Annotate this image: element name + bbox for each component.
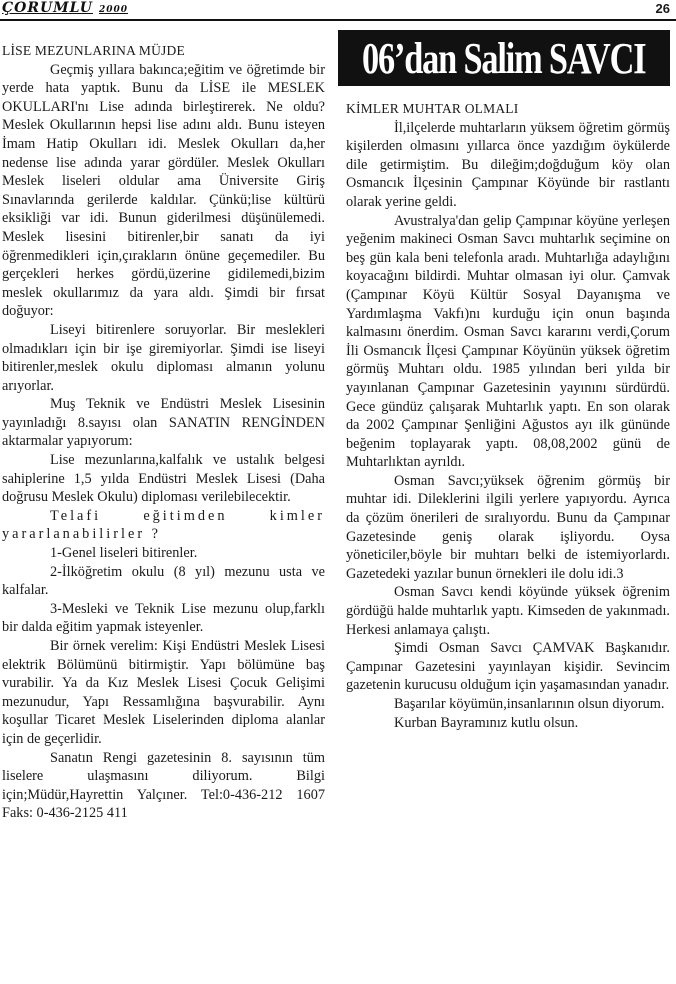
left-paragraph: Liseyi bitirenlere soruyorlar. Bir meslekleri olmadıkları için bir işe giremiyorlar. Şimdi ise liseyi bitirenler,meslek okulu diploması almanın yolunu arıyorlar. bbox=[2, 321, 325, 394]
left-paragraph: Lise mezunlarına,kalfalık ve ustalık belgesi sahiplerine 1,5 yılda Endüstri Meslek Lisesi (Daha doğrusu Meslek Okulu) diploması verilebilecektir. bbox=[2, 452, 325, 506]
right-article-column bbox=[346, 100, 670, 732]
author-title: 06’dan Salim SAVCI bbox=[362, 33, 646, 83]
right-paragraph: Kurban Bayramınız kutlu olsun. bbox=[394, 714, 579, 731]
right-article-heading: KİMLER MUHTAR OLMALI bbox=[346, 101, 519, 116]
left-paragraph: Geçmiş yıllara bakınca;eğitim ve öğretimde bir yerde hata yaptık. Bunu da LİSE ile MESLEK OKULLARI'nı Lise adında birleştirerek. Ne oldu? Meslek Okullarının hepsi lise adını aldı. Bunu isteyen İmam Hatip Okulları idi. Meslek Okulları da,her nedense lise adında yarar gördüler. Meslek Okulları Meslek liseleri oldular ama Üniversite Giriş Sınavlarında gerilerde kaldılar. Çünkü;lise kültürü eksikliği var idi. Bunun giderilmesi düşünülemedi. Meslek lisesini bitirenler,bir sanatı da iyi öğrenmedikleri için,çırakların önüne geçemediler. Bu gerçekleri herkes gördü,üzerine gidilemedi,bizim meslek okullarımız da yara aldı. Şimdi bir fırsat doğuyor: bbox=[2, 61, 325, 320]
page-header bbox=[0, 0, 676, 22]
left-paragraph: Muş Teknik ve Endüstri Meslek Lisesinin yayınladığı 8.sayısı olan SANATIN RENGİNDEN aktarmalar yapıyorum: bbox=[2, 396, 325, 450]
left-article-heading: LİSE MEZUNLARINA MÜJDE bbox=[2, 43, 185, 58]
right-paragraph: Osman Savcı kendi köyünde yüksek öğrenim gördüğü halde muhtarlık yaptı. Kimseden de yakınmadı. Herkesi anlamaya çalıştı. bbox=[346, 584, 670, 638]
brand-year: 2000 bbox=[98, 5, 129, 15]
left-paragraph: Sanatın Rengi gazetesinin 8. sayısının tüm liselere ulaşmasını diliyorum. Bilgi için;Müdür,Hayrettin Yalçıner. Tel:0-436-212 1607 Faks: 0-436-2125 411 bbox=[2, 749, 325, 822]
author-title-banner bbox=[338, 30, 670, 86]
right-paragraph: Başarılar köyümün,insanlarının olsun diyorum. bbox=[394, 696, 665, 712]
left-list-item: 1-Genel liseleri bitirenler. bbox=[50, 545, 198, 562]
left-paragraph: Bir örnek verelim: Kişi Endüstri Meslek Lisesi elektrik Bölümünü bitirmiştir. Yapı bölümüne baş vurabilir. Ya da Kız Meslek Lisesi Çocuk Gelişimi mezunudur, Yapı Ressamlığına başvurabilir. Aynı koşullar Ticaret Meslek Liselerinden diploma alanlar için de geçerlidir. bbox=[2, 638, 325, 747]
brand-name: ÇORUMLU bbox=[2, 0, 93, 16]
header-rule bbox=[0, 19, 676, 21]
left-list-item: 2-İlköğretim okulu (8 yıl) mezunu usta ve kalfalar. bbox=[2, 563, 325, 599]
right-paragraph: Şimdi Osman Savcı ÇAMVAK Başkanıdır. Çampınar Gazetesini yayınlayan kişidir. Sevincim gazetenin kurucusu olduğum için yaşamasından yanadır. bbox=[346, 640, 670, 694]
right-paragraph: Avustralya'dan gelip Çampınar köyüne yerleşen yeğenim makineci Osman Savcı muhtarlık seçimine on beş gün kala beni telefonla aradı. Muhtarlığa adaylığını koyacağını bildirdi. Muhtar olmasan iyi olur. Çamvak (Çampınar Köyü Kültür Sosyal Dayanışma ve Yardımlaşma Vakfı)nı kurduğu için onun başında kalmasını önerdim. Osman Savcı kararını verdi,Çorum İli Osmancık İlçesi Çampınar Köyünün yüksek öğretim görmüş Muhtarı oldu. 1985 yılından beri yılda bir yayınlanan Çampınar Gazetesinin yayınını sürdürdü. Gece gündüz çalışarak Muhtarlık yaptı. En son olarak da 2002 Çampınar Şenliğini Ağustos ayı ilk gününde beğenim toplayarak yaptı. 08,08,2002 günü de Muhtarlıktan ayrıldı. bbox=[346, 212, 670, 471]
left-article-column bbox=[2, 42, 325, 823]
right-paragraph: Osman Savcı;yüksek öğrenim görmüş bir muhtar idi. Dileklerini ilgili yerlere yapıyordu. Ayrıca da çözüm önerileri de sıralıyordu. Bunu da Çampınar Gazetesinde geniş olarak işliyordu. Oysa yöneticiler,böyle bir muhtarı belki de istemiyorlardı. Gazetedeki yazılar bunun örnekleri ile dolu idi.3 bbox=[346, 472, 670, 582]
newspaper-brand bbox=[2, 0, 128, 16]
left-list-item: 3-Mesleki ve Teknik Lise mezunu olup,farklı bir dalda eğitim yapmak isteyenler. bbox=[2, 600, 325, 636]
page-number: 26 bbox=[655, 1, 670, 16]
left-paragraph: Telafi eğitimden kimler yararlanabilirler ? bbox=[2, 507, 325, 543]
right-paragraph: İl,ilçelerde muhtarların yüksem öğretim görmüş kişilerden olmasını yıllarca önce yazdığım öykülerde dile getirmiştim. Bu dileğim;doğduğum köy olan Osmancık İlçesinin Çampınar Köyünde bir rastlantı olarak yerine geldi. bbox=[346, 119, 670, 210]
